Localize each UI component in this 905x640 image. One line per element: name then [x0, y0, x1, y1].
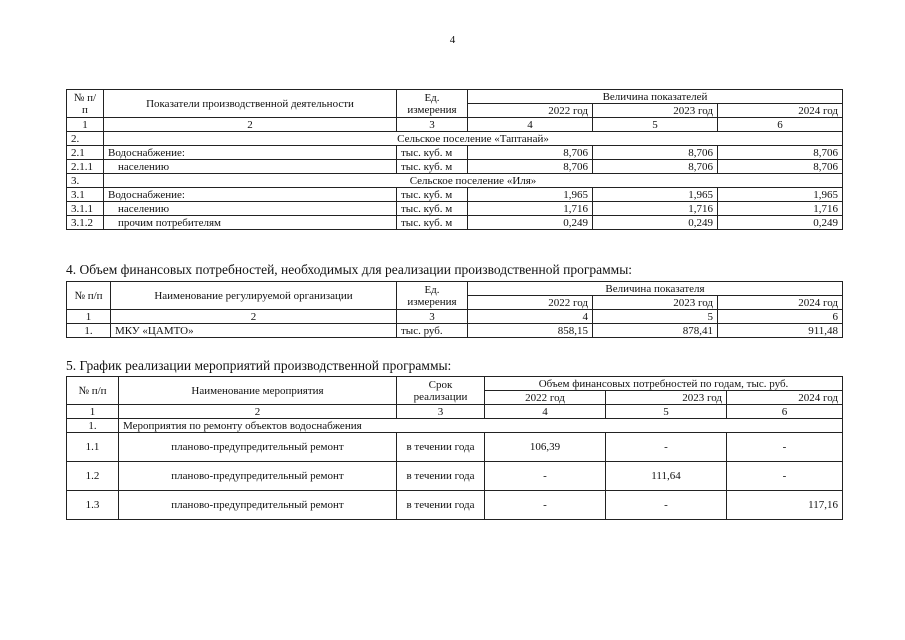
col-number: 5: [593, 118, 718, 132]
header-unit: Ед. измерения: [397, 282, 468, 310]
header-term: Срок реализации: [397, 377, 485, 405]
header-num: № п/п: [67, 90, 104, 118]
row-value-2023: 1,716: [593, 202, 718, 216]
row-name: населению: [104, 202, 397, 216]
row-name: Водоснабжение:: [104, 146, 397, 160]
section-num: 3.: [67, 174, 104, 188]
row-value-2024: 1,716: [718, 202, 843, 216]
header-year-2024: 2024 год: [718, 296, 843, 310]
row-value-2023: 8,706: [593, 146, 718, 160]
row-term: в течении года: [397, 491, 485, 520]
header-year-2024: 2024 год: [727, 391, 843, 405]
row-num: 2.1.1: [67, 160, 104, 174]
row-num: 1.1: [67, 433, 119, 462]
row-unit: тыс. куб. м: [397, 216, 468, 230]
row-num: 3.1.1: [67, 202, 104, 216]
row-value-2022: 1,965: [468, 188, 593, 202]
table-row: [67, 146, 843, 160]
row-value-2024: -: [727, 462, 843, 491]
header-unit: Ед. измерения: [397, 90, 468, 118]
row-num: 1.2: [67, 462, 119, 491]
row-num: 1.3: [67, 491, 119, 520]
row-unit: тыс. куб. м: [397, 146, 468, 160]
group-row: [67, 419, 843, 433]
row-value-2022: -: [485, 462, 606, 491]
row-value-2023: 1,965: [593, 188, 718, 202]
group-num: 1.: [67, 419, 119, 433]
row-value-2022: 858,15: [468, 324, 593, 338]
schedule-table: [66, 376, 843, 520]
table-row: [67, 433, 843, 462]
col-number: 3: [397, 118, 468, 132]
header-year-2023: 2023 год: [593, 296, 718, 310]
table-row: [67, 462, 843, 491]
header-year-2022: 2022 год: [468, 104, 593, 118]
col-number: 1: [67, 405, 119, 419]
header-year-2024: 2024 год: [718, 104, 843, 118]
row-value-2022: 8,706: [468, 146, 593, 160]
header-indicators: Показатели производственной деятельности: [104, 90, 397, 118]
table-row: [67, 491, 843, 520]
row-name: Водоснабжение:: [104, 188, 397, 202]
table-row: [67, 324, 843, 338]
section-num: 2.: [67, 132, 104, 146]
section-title: Сельское поселение «Иля»: [104, 174, 843, 188]
row-name: МКУ «ЦАМТО»: [111, 324, 397, 338]
table-row: [67, 160, 843, 174]
column-numbers-row: [67, 310, 843, 324]
row-value-2022: 1,716: [468, 202, 593, 216]
header-values: Величина показателя: [468, 282, 843, 296]
row-value-2023: -: [606, 433, 727, 462]
production-indicators-table: [66, 89, 843, 230]
row-value-2024: 8,706: [718, 160, 843, 174]
row-name: планово-предупредительный ремонт: [119, 462, 397, 491]
col-number: 4: [468, 118, 593, 132]
col-number: 4: [485, 405, 606, 419]
header-year-2022: 2022 год: [468, 296, 593, 310]
col-number: 6: [718, 310, 843, 324]
row-value-2022: 106,39: [485, 433, 606, 462]
section5-heading: 5. График реализации мероприятий производственной программы:: [66, 358, 452, 373]
row-term: в течении года: [397, 462, 485, 491]
col-number: 1: [67, 310, 111, 324]
page-number: 4: [449, 34, 456, 46]
section-row: [67, 174, 843, 188]
row-num: 3.1: [67, 188, 104, 202]
row-value-2024: 8,706: [718, 146, 843, 160]
header-values: Величина показателей: [468, 90, 843, 104]
row-value-2024: 911,48: [718, 324, 843, 338]
header-num: № п/п: [67, 282, 111, 310]
header-activity: Наименование мероприятия: [119, 377, 397, 405]
col-number: 1: [67, 118, 104, 132]
group-title: Мероприятия по ремонту объектов водоснабжения: [119, 419, 843, 433]
section-row: [67, 132, 843, 146]
row-unit: тыс. куб. м: [397, 160, 468, 174]
col-number: 6: [718, 118, 843, 132]
row-unit: тыс. руб.: [397, 324, 468, 338]
section4-heading: 4. Объем финансовых потребностей, необходимых для реализации производственной программы:: [66, 262, 633, 277]
col-number: 5: [593, 310, 718, 324]
row-name: планово-предупредительный ремонт: [119, 491, 397, 520]
row-value-2023: 0,249: [593, 216, 718, 230]
row-value-2024: 1,965: [718, 188, 843, 202]
header-num: № п/п: [67, 377, 119, 405]
row-value-2024: 117,16: [727, 491, 843, 520]
table-row: [67, 202, 843, 216]
table-row: [67, 216, 843, 230]
header-year-2022: 2022 год: [485, 391, 606, 405]
header-organization: Наименование регулируемой организации: [111, 282, 397, 310]
section-title: Сельское поселение «Таптанай»: [104, 132, 843, 146]
col-number: 3: [397, 310, 468, 324]
row-value-2022: 0,249: [468, 216, 593, 230]
row-num: 1.: [67, 324, 111, 338]
table-row: [67, 188, 843, 202]
row-name: планово-предупредительный ремонт: [119, 433, 397, 462]
col-number: 2: [111, 310, 397, 324]
row-value-2022: 8,706: [468, 160, 593, 174]
row-value-2023: 8,706: [593, 160, 718, 174]
col-number: 6: [727, 405, 843, 419]
row-value-2023: 878,41: [593, 324, 718, 338]
row-name: населению: [104, 160, 397, 174]
row-unit: тыс. куб. м: [397, 202, 468, 216]
row-value-2022: -: [485, 491, 606, 520]
row-term: в течении года: [397, 433, 485, 462]
row-unit: тыс. куб. м: [397, 188, 468, 202]
col-number: 2: [119, 405, 397, 419]
row-name: прочим потребителям: [104, 216, 397, 230]
col-number: 4: [468, 310, 593, 324]
row-value-2024: -: [727, 433, 843, 462]
col-number: 2: [104, 118, 397, 132]
column-numbers-row: [67, 118, 843, 132]
row-num: 3.1.2: [67, 216, 104, 230]
row-value-2024: 0,249: [718, 216, 843, 230]
row-num: 2.1: [67, 146, 104, 160]
row-value-2023: 111,64: [606, 462, 727, 491]
col-number: 5: [606, 405, 727, 419]
column-numbers-row: [67, 405, 843, 419]
header-year-2023: 2023 год: [593, 104, 718, 118]
header-values: Объем финансовых потребностей по годам, тыс. руб.: [485, 377, 843, 391]
financial-needs-table: [66, 281, 843, 338]
row-value-2023: -: [606, 491, 727, 520]
col-number: 3: [397, 405, 485, 419]
header-year-2023: 2023 год: [606, 391, 727, 405]
